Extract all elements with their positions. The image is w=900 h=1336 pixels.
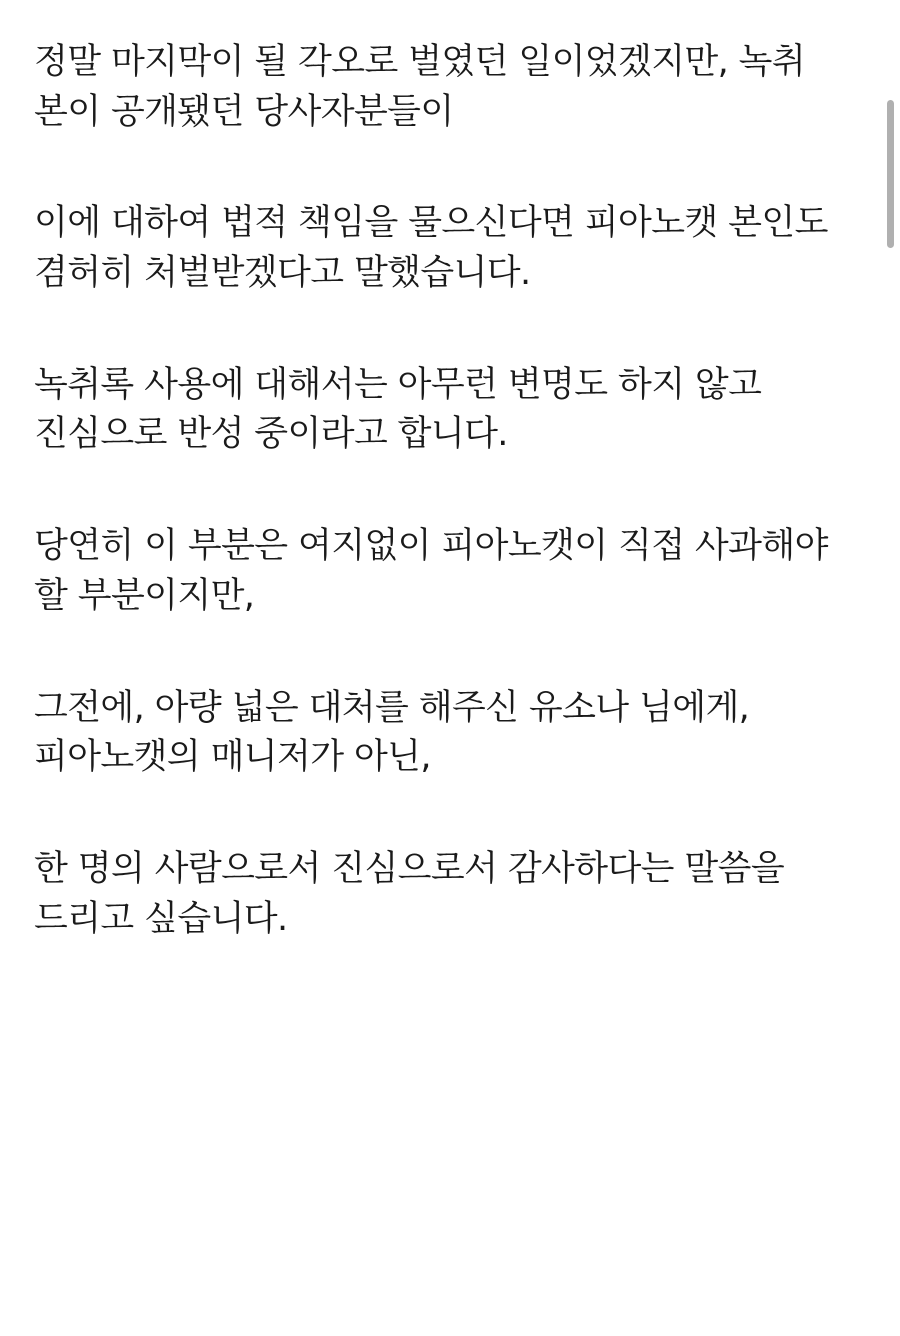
scrollbar-thumb[interactable] bbox=[887, 100, 894, 248]
article-body bbox=[34, 38, 840, 944]
vertical-scrollbar[interactable] bbox=[886, 0, 894, 1336]
paragraph-4: 당연히 이 부분은 여지없이 피아노캣이 직접 사과해야 할 부분이지만, bbox=[34, 526, 839, 616]
paragraph-6: 한 명의 사람으로서 진심으로서 감사하다는 말씀을 드리고 싶습니다. bbox=[34, 848, 795, 939]
paragraph-1: 정말 마지막이 될 각오로 벌였던 일이었겠지만, 녹취 본이 공개됐던 당사자분들이 bbox=[34, 42, 816, 132]
paragraph-3: 녹취록 사용에 대해서는 아무런 변명도 하지 않고 진심으로 반성 중이라고 합니다. bbox=[34, 364, 772, 455]
paragraph-2: 이에 대하여 법적 책임을 물으신다면 피아노캣 본인도 겸허히 처벌받겠다고 말했습니다. bbox=[34, 203, 839, 294]
paragraph-5: 그전에, 아량 넓은 대처를 해주신 유소나 님에게, 피아노캣의 매니저가 아닌, bbox=[34, 687, 760, 778]
